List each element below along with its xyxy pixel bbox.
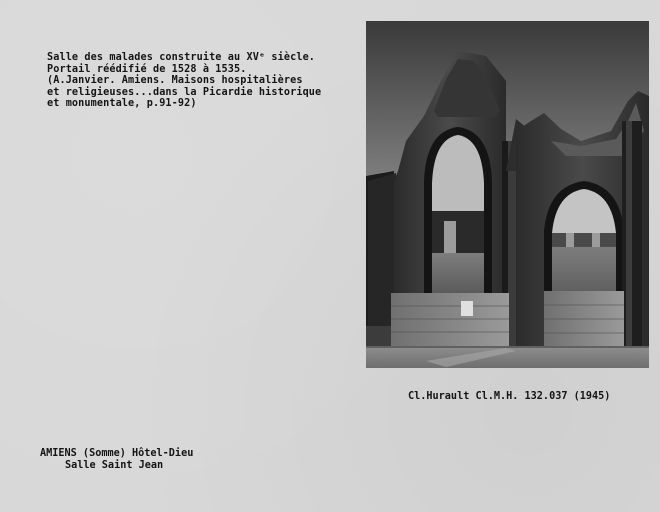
description-line: (A.Janvier. Amiens. Maisons hospitalières	[47, 75, 303, 86]
location-line: AMIENS (Somme) Hôtel-Dieu	[40, 448, 194, 459]
description-line: et monumentale, p.91-92)	[47, 98, 197, 109]
ruin-photograph	[366, 21, 649, 368]
description-line: et religieuses...dans la Picardie historique	[47, 86, 322, 98]
room-name: Salle Saint Jean	[65, 459, 164, 471]
description-line: Salle des malades construite au XVᵉ siècle.	[47, 52, 316, 63]
description-line: Portail réédifié de 1528 à 1535.	[47, 63, 247, 75]
photo-credit: Cl.Hurault Cl.M.H. 132.037 (1945)	[408, 391, 611, 402]
ruin-photo-drawing	[366, 21, 649, 368]
description-block	[47, 52, 347, 110]
location-caption	[40, 448, 193, 471]
